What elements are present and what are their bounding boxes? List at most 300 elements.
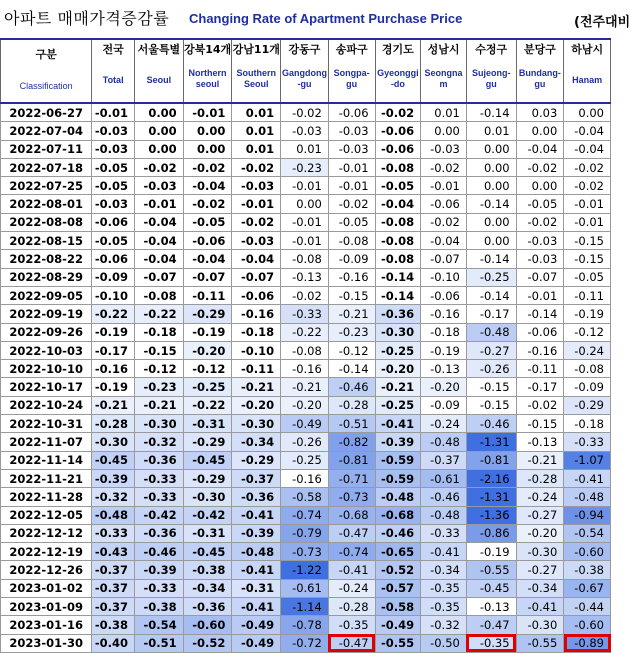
rate-cell: -0.10 <box>92 286 135 304</box>
rate-cell: -0.08 <box>375 250 421 268</box>
rate-cell: 0.01 <box>232 122 281 140</box>
rate-cell: -0.02 <box>183 195 232 213</box>
column-header-ko: 성남시 <box>427 43 460 56</box>
row-date: 2022-07-25 <box>1 177 92 195</box>
rate-cell: -0.18 <box>564 415 611 433</box>
title-bar <box>0 0 630 38</box>
rate-cell: 0.00 <box>466 177 516 195</box>
table-row <box>1 598 611 616</box>
table-row <box>1 268 611 286</box>
rate-cell: -0.25 <box>375 341 421 359</box>
rate-cell: -0.37 <box>92 579 135 597</box>
rate-cell: -0.03 <box>92 122 135 140</box>
header-classification <box>1 39 92 103</box>
rate-cell: -0.19 <box>421 341 467 359</box>
table-row <box>1 213 611 231</box>
rate-cell: -0.55 <box>516 634 564 652</box>
rate-cell: -1.31 <box>466 433 516 451</box>
column-header-ko: 구분 <box>35 48 57 61</box>
rate-cell: -0.29 <box>232 451 281 469</box>
rate-cell: -0.48 <box>564 488 611 506</box>
rate-cell: -0.38 <box>183 561 232 579</box>
rate-cell: -0.01 <box>281 177 329 195</box>
rate-cell: -0.04 <box>232 250 281 268</box>
table-row <box>1 305 611 323</box>
rate-cell: -0.25 <box>183 378 232 396</box>
row-date: 2022-12-05 <box>1 506 92 524</box>
rate-cell: -0.03 <box>421 140 467 158</box>
rate-cell: -0.65 <box>375 543 421 561</box>
rate-cell: -0.22 <box>281 323 329 341</box>
row-date: 2023-01-02 <box>1 579 92 597</box>
rate-cell: -0.16 <box>232 305 281 323</box>
rate-cell: -0.33 <box>281 305 329 323</box>
rate-cell: -0.29 <box>183 433 232 451</box>
table-row <box>1 158 611 176</box>
rate-cell: -0.15 <box>564 250 611 268</box>
rate-cell: -0.17 <box>92 341 135 359</box>
title-unit: (전주대비 <box>574 15 630 30</box>
table-row <box>1 122 611 140</box>
rate-cell: -0.02 <box>564 177 611 195</box>
rate-cell: -0.05 <box>92 158 135 176</box>
rate-cell: -0.04 <box>421 232 467 250</box>
column-header-en: Sujeong- gu <box>471 68 511 89</box>
row-date: 2022-09-05 <box>1 286 92 304</box>
rate-cell: 0.00 <box>466 158 516 176</box>
rate-cell: -0.26 <box>281 433 329 451</box>
rate-cell: -0.32 <box>92 488 135 506</box>
rate-cell: -0.15 <box>564 232 611 250</box>
rate-cell: -0.01 <box>134 195 183 213</box>
rate-cell: -0.02 <box>516 213 564 231</box>
row-date: 2022-09-19 <box>1 305 92 323</box>
rate-cell: -0.42 <box>134 506 183 524</box>
rate-cell: -0.51 <box>328 415 375 433</box>
rate-cell: -0.02 <box>281 286 329 304</box>
rate-cell: -0.09 <box>92 268 135 286</box>
column-header-ko: 강북14개 <box>183 43 232 56</box>
rate-cell: -0.06 <box>232 286 281 304</box>
rate-cell: 0.00 <box>281 195 329 213</box>
rate-cell: -0.15 <box>466 378 516 396</box>
rate-cell: -0.47 <box>466 616 516 634</box>
rate-cell: -0.01 <box>564 213 611 231</box>
rate-cell: -0.02 <box>328 195 375 213</box>
rate-cell: -0.74 <box>328 543 375 561</box>
row-date: 2022-10-24 <box>1 396 92 414</box>
row-date: 2022-08-08 <box>1 213 92 231</box>
rate-cell: -0.04 <box>183 250 232 268</box>
row-date: 2022-07-11 <box>1 140 92 158</box>
table-row <box>1 634 611 652</box>
rate-cell: 0.01 <box>281 140 329 158</box>
rate-cell: -0.04 <box>183 177 232 195</box>
table-row <box>1 360 611 378</box>
rate-cell: -0.21 <box>328 305 375 323</box>
row-date: 2022-08-01 <box>1 195 92 213</box>
rate-cell: -0.71 <box>328 469 375 487</box>
rate-cell: -0.08 <box>281 250 329 268</box>
rate-cell: 0.00 <box>466 140 516 158</box>
rate-cell: -0.05 <box>564 268 611 286</box>
rate-cell: -0.73 <box>328 488 375 506</box>
rate-cell: -0.06 <box>328 103 375 122</box>
rate-cell: -0.19 <box>92 323 135 341</box>
rate-cell: -0.06 <box>92 250 135 268</box>
rate-cell: -0.16 <box>421 305 467 323</box>
title-english: Changing Rate of Apartment Purchase Price <box>189 11 463 26</box>
rate-cell: -2.16 <box>466 469 516 487</box>
rate-cell: -0.08 <box>328 232 375 250</box>
rate-cell: -0.02 <box>375 103 421 122</box>
column-header-en: Hanam <box>572 75 603 85</box>
rate-cell: -0.37 <box>421 451 467 469</box>
rate-cell: -0.03 <box>232 232 281 250</box>
rate-cell: -0.46 <box>375 524 421 542</box>
rate-cell: -0.03 <box>232 177 281 195</box>
table-row <box>1 177 611 195</box>
rate-cell: -0.11 <box>183 286 232 304</box>
rate-cell: -0.21 <box>92 396 135 414</box>
rate-cell: -0.15 <box>328 286 375 304</box>
rate-cell: -0.33 <box>134 469 183 487</box>
rate-cell: -0.73 <box>281 543 329 561</box>
rate-cell: -0.07 <box>183 268 232 286</box>
rate-cell: -0.41 <box>232 506 281 524</box>
rate-cell: -0.29 <box>564 396 611 414</box>
rate-cell: -0.09 <box>564 378 611 396</box>
rate-cell: 0.00 <box>421 122 467 140</box>
table-row <box>1 195 611 213</box>
rate-cell: -0.04 <box>516 140 564 158</box>
table-row <box>1 103 611 122</box>
table-row <box>1 433 611 451</box>
rate-cell: -0.30 <box>232 415 281 433</box>
column-header-ko: 강동구 <box>288 43 321 56</box>
rate-cell: -0.18 <box>134 323 183 341</box>
rate-cell: -0.68 <box>328 506 375 524</box>
rate-cell: -0.09 <box>421 396 467 414</box>
rate-cell: -0.02 <box>421 213 467 231</box>
rate-cell: -0.01 <box>232 195 281 213</box>
rate-cell: 0.01 <box>466 122 516 140</box>
column-header <box>232 39 281 103</box>
rate-cell: -0.25 <box>375 396 421 414</box>
rate-cell: -0.48 <box>375 488 421 506</box>
rate-cell: -0.28 <box>328 598 375 616</box>
rate-cell: -0.24 <box>516 488 564 506</box>
table-row <box>1 250 611 268</box>
rate-cell: -0.33 <box>134 579 183 597</box>
column-header-en: Total <box>102 75 124 85</box>
rate-cell: -0.14 <box>466 195 516 213</box>
title-korean: 아파트 매매가격증감률 <box>4 9 170 28</box>
rate-cell: -0.44 <box>564 598 611 616</box>
rate-cell: -0.18 <box>421 323 467 341</box>
rate-cell: -0.39 <box>134 561 183 579</box>
rate-cell: -0.02 <box>516 158 564 176</box>
rate-cell: -0.01 <box>328 177 375 195</box>
rate-cell: -0.51 <box>134 634 183 652</box>
rate-cell: 0.00 <box>134 122 183 140</box>
rate-cell: -0.16 <box>281 360 329 378</box>
rate-cell: -0.07 <box>516 268 564 286</box>
rate-cell: -0.08 <box>375 158 421 176</box>
table-row <box>1 506 611 524</box>
rate-cell: -0.33 <box>421 524 467 542</box>
rate-cell: -0.05 <box>375 177 421 195</box>
column-header-ko: 송파구 <box>335 43 368 56</box>
rate-cell: -0.13 <box>466 598 516 616</box>
column-header-ko: 전국 <box>102 43 124 56</box>
rate-cell: -0.25 <box>466 268 516 286</box>
rate-cell: -0.25 <box>281 451 329 469</box>
rate-cell: -0.22 <box>183 396 232 414</box>
rate-cell: -0.15 <box>466 396 516 414</box>
rate-cell: -0.33 <box>92 524 135 542</box>
rate-cell: -0.13 <box>281 268 329 286</box>
rate-cell: -0.03 <box>516 250 564 268</box>
rate-cell: -0.46 <box>466 415 516 433</box>
rate-cell: -0.78 <box>281 616 329 634</box>
rate-cell: -0.08 <box>281 341 329 359</box>
rate-cell: -0.31 <box>232 579 281 597</box>
rate-cell: -0.02 <box>134 158 183 176</box>
table-body <box>1 103 611 652</box>
column-header <box>466 39 516 103</box>
rate-cell: -0.12 <box>183 360 232 378</box>
rate-cell: -0.03 <box>328 122 375 140</box>
rate-cell: -0.41 <box>375 415 421 433</box>
table-row <box>1 341 611 359</box>
column-header <box>183 39 232 103</box>
rate-cell: -0.32 <box>421 616 467 634</box>
rate-cell: -0.16 <box>328 268 375 286</box>
rate-cell: -0.09 <box>328 250 375 268</box>
rate-cell: -0.60 <box>564 616 611 634</box>
table-row <box>1 286 611 304</box>
rate-cell: -0.01 <box>516 286 564 304</box>
rate-cell: -0.49 <box>375 616 421 634</box>
rate-cell: -0.11 <box>564 286 611 304</box>
rate-cell: -0.37 <box>232 469 281 487</box>
column-header <box>328 39 375 103</box>
rate-cell: -0.43 <box>92 543 135 561</box>
rate-cell: 0.00 <box>466 232 516 250</box>
rate-cell: -1.31 <box>466 488 516 506</box>
rate-cell: -0.21 <box>516 451 564 469</box>
rate-cell: -0.19 <box>466 543 516 561</box>
rate-cell: -0.08 <box>564 360 611 378</box>
row-date: 2022-12-26 <box>1 561 92 579</box>
rate-cell: -1.36 <box>466 506 516 524</box>
rate-cell: -0.36 <box>134 451 183 469</box>
rate-cell: -0.38 <box>134 598 183 616</box>
rate-cell: -0.94 <box>564 506 611 524</box>
rate-cell: -0.61 <box>281 579 329 597</box>
rate-cell: -0.41 <box>421 543 467 561</box>
rate-cell: -0.61 <box>421 469 467 487</box>
rate-cell: -0.04 <box>564 140 611 158</box>
rate-cell: -0.01 <box>92 103 135 122</box>
rate-cell: -0.03 <box>92 195 135 213</box>
rate-cell: -0.02 <box>281 103 329 122</box>
rate-cell: -0.37 <box>92 561 135 579</box>
rate-cell: -0.27 <box>466 341 516 359</box>
rate-cell: -0.30 <box>134 415 183 433</box>
column-header-en: Southern Seoul <box>236 68 277 89</box>
rate-cell: -0.81 <box>466 451 516 469</box>
table-row <box>1 524 611 542</box>
rate-cell: 0.00 <box>183 122 232 140</box>
rate-cell: -0.19 <box>564 305 611 323</box>
rate-cell: -0.59 <box>375 451 421 469</box>
rate-cell: -0.50 <box>421 634 467 652</box>
rate-cell: -0.82 <box>328 433 375 451</box>
row-date: 2023-01-09 <box>1 598 92 616</box>
rate-cell: -0.14 <box>375 286 421 304</box>
rate-cell: -0.48 <box>92 506 135 524</box>
rate-cell: -0.11 <box>232 360 281 378</box>
rate-cell: -0.46 <box>421 488 467 506</box>
rate-cell: -0.48 <box>232 543 281 561</box>
rate-cell: -0.03 <box>516 232 564 250</box>
row-date: 2022-11-21 <box>1 469 92 487</box>
row-date: 2022-12-12 <box>1 524 92 542</box>
rate-cell: -0.04 <box>375 195 421 213</box>
rate-cell: -0.59 <box>375 469 421 487</box>
row-date: 2022-11-28 <box>1 488 92 506</box>
column-header-en: Northern seoul <box>188 68 227 89</box>
row-date: 2022-11-14 <box>1 451 92 469</box>
rate-cell: -0.15 <box>516 415 564 433</box>
column-header-en: Bundang- gu <box>518 68 561 89</box>
rate-cell: -0.30 <box>516 616 564 634</box>
rate-cell: -0.52 <box>375 561 421 579</box>
column-header-en: Classification <box>19 81 73 91</box>
rate-cell: -0.16 <box>281 469 329 487</box>
price-change-table <box>0 38 611 653</box>
rate-cell: -0.13 <box>421 360 467 378</box>
rate-cell: -0.55 <box>466 561 516 579</box>
column-header <box>516 39 564 103</box>
rate-cell: -0.46 <box>328 378 375 396</box>
rate-cell: -0.03 <box>92 140 135 158</box>
rate-cell: -0.06 <box>375 122 421 140</box>
column-header-en: Seoul <box>146 75 172 85</box>
column-header-en: Songpa- gu <box>333 68 370 89</box>
rate-cell: -0.49 <box>232 616 281 634</box>
table-row <box>1 140 611 158</box>
rate-cell: 0.01 <box>421 103 467 122</box>
rate-cell: 0.00 <box>516 177 564 195</box>
rate-cell: -0.33 <box>564 433 611 451</box>
rate-cell: -0.01 <box>281 232 329 250</box>
row-date: 2022-10-31 <box>1 415 92 433</box>
rate-cell: -0.86 <box>466 524 516 542</box>
rate-cell: -0.35 <box>328 616 375 634</box>
column-header-en: Seongna m <box>424 68 463 89</box>
rate-cell: -0.10 <box>421 268 467 286</box>
rate-cell: -0.34 <box>232 433 281 451</box>
table-row <box>1 469 611 487</box>
rate-cell: -0.03 <box>328 140 375 158</box>
rate-cell: -0.55 <box>375 634 421 652</box>
rate-cell: -0.20 <box>183 341 232 359</box>
table-row <box>1 323 611 341</box>
rate-cell: -0.20 <box>375 360 421 378</box>
rate-cell: -0.45 <box>92 451 135 469</box>
rate-cell: -0.16 <box>92 360 135 378</box>
rate-cell: -0.26 <box>466 360 516 378</box>
rate-cell: -0.12 <box>564 323 611 341</box>
rate-cell: -0.39 <box>375 433 421 451</box>
rate-cell: -0.47 <box>328 524 375 542</box>
rate-cell: -0.14 <box>466 103 516 122</box>
rate-cell: -0.21 <box>232 378 281 396</box>
rate-cell: -1.14 <box>281 598 329 616</box>
column-header-ko: 경기도 <box>381 43 414 56</box>
row-date: 2022-11-07 <box>1 433 92 451</box>
rate-cell: -0.21 <box>134 396 183 414</box>
row-date: 2022-09-26 <box>1 323 92 341</box>
rate-cell: -0.46 <box>134 543 183 561</box>
rate-cell: 0.03 <box>516 103 564 122</box>
rate-cell: -0.79 <box>281 524 329 542</box>
rate-cell: -0.04 <box>134 232 183 250</box>
rate-cell: -0.89 <box>564 634 611 652</box>
rate-cell: -0.17 <box>516 378 564 396</box>
rate-cell: -0.41 <box>232 561 281 579</box>
rate-cell: -0.27 <box>516 506 564 524</box>
rate-cell: -0.28 <box>516 469 564 487</box>
rate-cell: -0.06 <box>183 232 232 250</box>
rate-cell: -0.01 <box>183 103 232 122</box>
table-row <box>1 378 611 396</box>
rate-cell: -0.35 <box>466 634 516 652</box>
column-header-en: Gyeonggi -do <box>377 68 419 89</box>
table-row <box>1 396 611 414</box>
rate-cell: 0.00 <box>516 122 564 140</box>
rate-cell: -0.06 <box>421 195 467 213</box>
rate-cell: -0.01 <box>328 158 375 176</box>
rate-cell: -0.32 <box>134 433 183 451</box>
rate-cell: -0.08 <box>134 286 183 304</box>
rate-cell: -0.45 <box>466 579 516 597</box>
rate-cell: -0.45 <box>183 543 232 561</box>
rate-cell: -0.68 <box>375 506 421 524</box>
rate-cell: 0.01 <box>232 103 281 122</box>
rate-cell: -0.06 <box>375 140 421 158</box>
rate-cell: -0.05 <box>183 213 232 231</box>
table-row <box>1 451 611 469</box>
rate-cell: -0.22 <box>92 305 135 323</box>
rate-cell: -0.42 <box>183 506 232 524</box>
rate-cell: -0.49 <box>281 415 329 433</box>
column-header-ko: 분당구 <box>523 43 556 56</box>
rate-cell: -0.60 <box>564 543 611 561</box>
rate-cell: -0.06 <box>421 286 467 304</box>
row-date: 2022-06-27 <box>1 103 92 122</box>
rate-cell: -0.54 <box>134 616 183 634</box>
rate-cell: -0.03 <box>134 177 183 195</box>
rate-cell: 0.01 <box>232 140 281 158</box>
rate-cell: -0.74 <box>281 506 329 524</box>
rate-cell: -0.28 <box>328 396 375 414</box>
rate-cell: -0.10 <box>232 341 281 359</box>
rate-cell: -0.48 <box>421 433 467 451</box>
